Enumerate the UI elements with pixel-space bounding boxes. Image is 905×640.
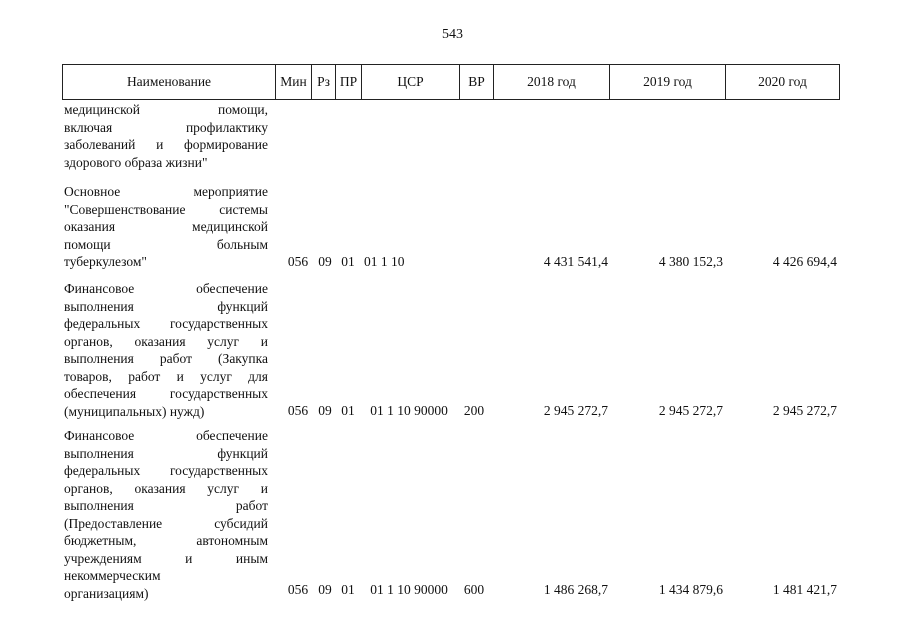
- row-name-line: выполнения функций: [64, 445, 268, 461]
- header-rz: Рз: [311, 65, 335, 99]
- cell-rz: 09: [318, 582, 332, 597]
- cell-2020: 2 945 272,7: [772, 403, 837, 418]
- row-name-line: федеральных государственных: [64, 463, 268, 478]
- row-name-line: федеральных государственных: [64, 316, 268, 331]
- cell-2019: 1 434 879,6: [658, 582, 723, 597]
- row-name: [64, 101, 268, 171]
- row-name: [64, 280, 268, 420]
- header-pr: ПР: [335, 65, 361, 99]
- row-name: [64, 183, 268, 271]
- header-name: Наименование: [126, 74, 212, 89]
- cell-vr: 200: [463, 403, 485, 418]
- row-name-line: оказания медицинской: [64, 219, 268, 234]
- page-number: 543: [442, 27, 463, 42]
- row-name-line: организациям): [64, 585, 149, 601]
- cell-min: 056: [287, 254, 309, 269]
- cell-2019: 4 380 152,3: [658, 254, 723, 269]
- cell-2018: 1 486 268,7: [543, 582, 608, 597]
- row-name-line: здорового образа жизни": [64, 154, 208, 170]
- cell-min: 056: [287, 582, 309, 597]
- cell-pr: 01: [341, 403, 355, 418]
- row-name-line: медицинской помощи,: [64, 102, 268, 117]
- cell-pr: 01: [341, 582, 355, 597]
- cell-2018: 2 945 272,7: [543, 403, 608, 418]
- cell-pr: 01: [341, 254, 355, 269]
- row-name-line: помощи больным: [64, 236, 268, 252]
- row-name-line: органов, оказания услуг и: [64, 480, 268, 496]
- cell-vr: 600: [463, 582, 485, 597]
- header-csr: ЦСР: [361, 65, 459, 99]
- row-name-line: выполнения функций: [64, 298, 268, 314]
- cell-rz: 09: [318, 254, 332, 269]
- row-name-line: выполнения работ: [64, 498, 268, 513]
- row-name-line: Финансовое обеспечение: [64, 281, 268, 296]
- cell-csr: 01 1 10 90000: [370, 403, 448, 418]
- row-name-line: учреждениям и иным: [64, 550, 268, 566]
- row-name-line: Финансовое обеспечение: [64, 428, 268, 443]
- cell-csr: 01 1 10: [364, 254, 405, 269]
- row-name-line: включая профилактику: [64, 119, 268, 135]
- row-name-line: обеспечения государственных: [64, 386, 268, 401]
- row-name-line: Основное мероприятие: [64, 184, 268, 199]
- row-name-line: заболеваний и формирование: [64, 137, 268, 152]
- header-2018: 2018 год: [493, 65, 609, 99]
- row-name-line: (Предоставление субсидий: [64, 515, 268, 531]
- row-name-line: выполнения работ (Закупка: [64, 351, 268, 366]
- row-name-line: туберкулезом": [64, 254, 147, 269]
- row-name-line: "Совершенствование системы: [64, 201, 268, 217]
- table-header: [62, 64, 840, 100]
- cell-min: 056: [287, 403, 309, 418]
- cell-csr: 01 1 10 90000: [370, 582, 448, 597]
- header-min: Мин: [275, 65, 311, 99]
- cell-2018: 4 431 541,4: [543, 254, 608, 269]
- row-name: [64, 427, 268, 602]
- cell-2019: 2 945 272,7: [658, 403, 723, 418]
- cell-2020: 4 426 694,4: [772, 254, 837, 269]
- cell-rz: 09: [318, 403, 332, 418]
- row-name-line: (муниципальных) нужд): [64, 403, 205, 419]
- header-2020: 2020 год: [725, 65, 839, 99]
- row-name-line: некоммерческим: [64, 568, 161, 583]
- cell-2020: 1 481 421,7: [772, 582, 837, 597]
- row-name-line: бюджетным, автономным: [64, 533, 268, 548]
- header-vr: ВР: [459, 65, 493, 99]
- row-name-line: товаров, работ и услуг для: [64, 368, 268, 384]
- header-2019: 2019 год: [609, 65, 725, 99]
- row-name-line: органов, оказания услуг и: [64, 333, 268, 349]
